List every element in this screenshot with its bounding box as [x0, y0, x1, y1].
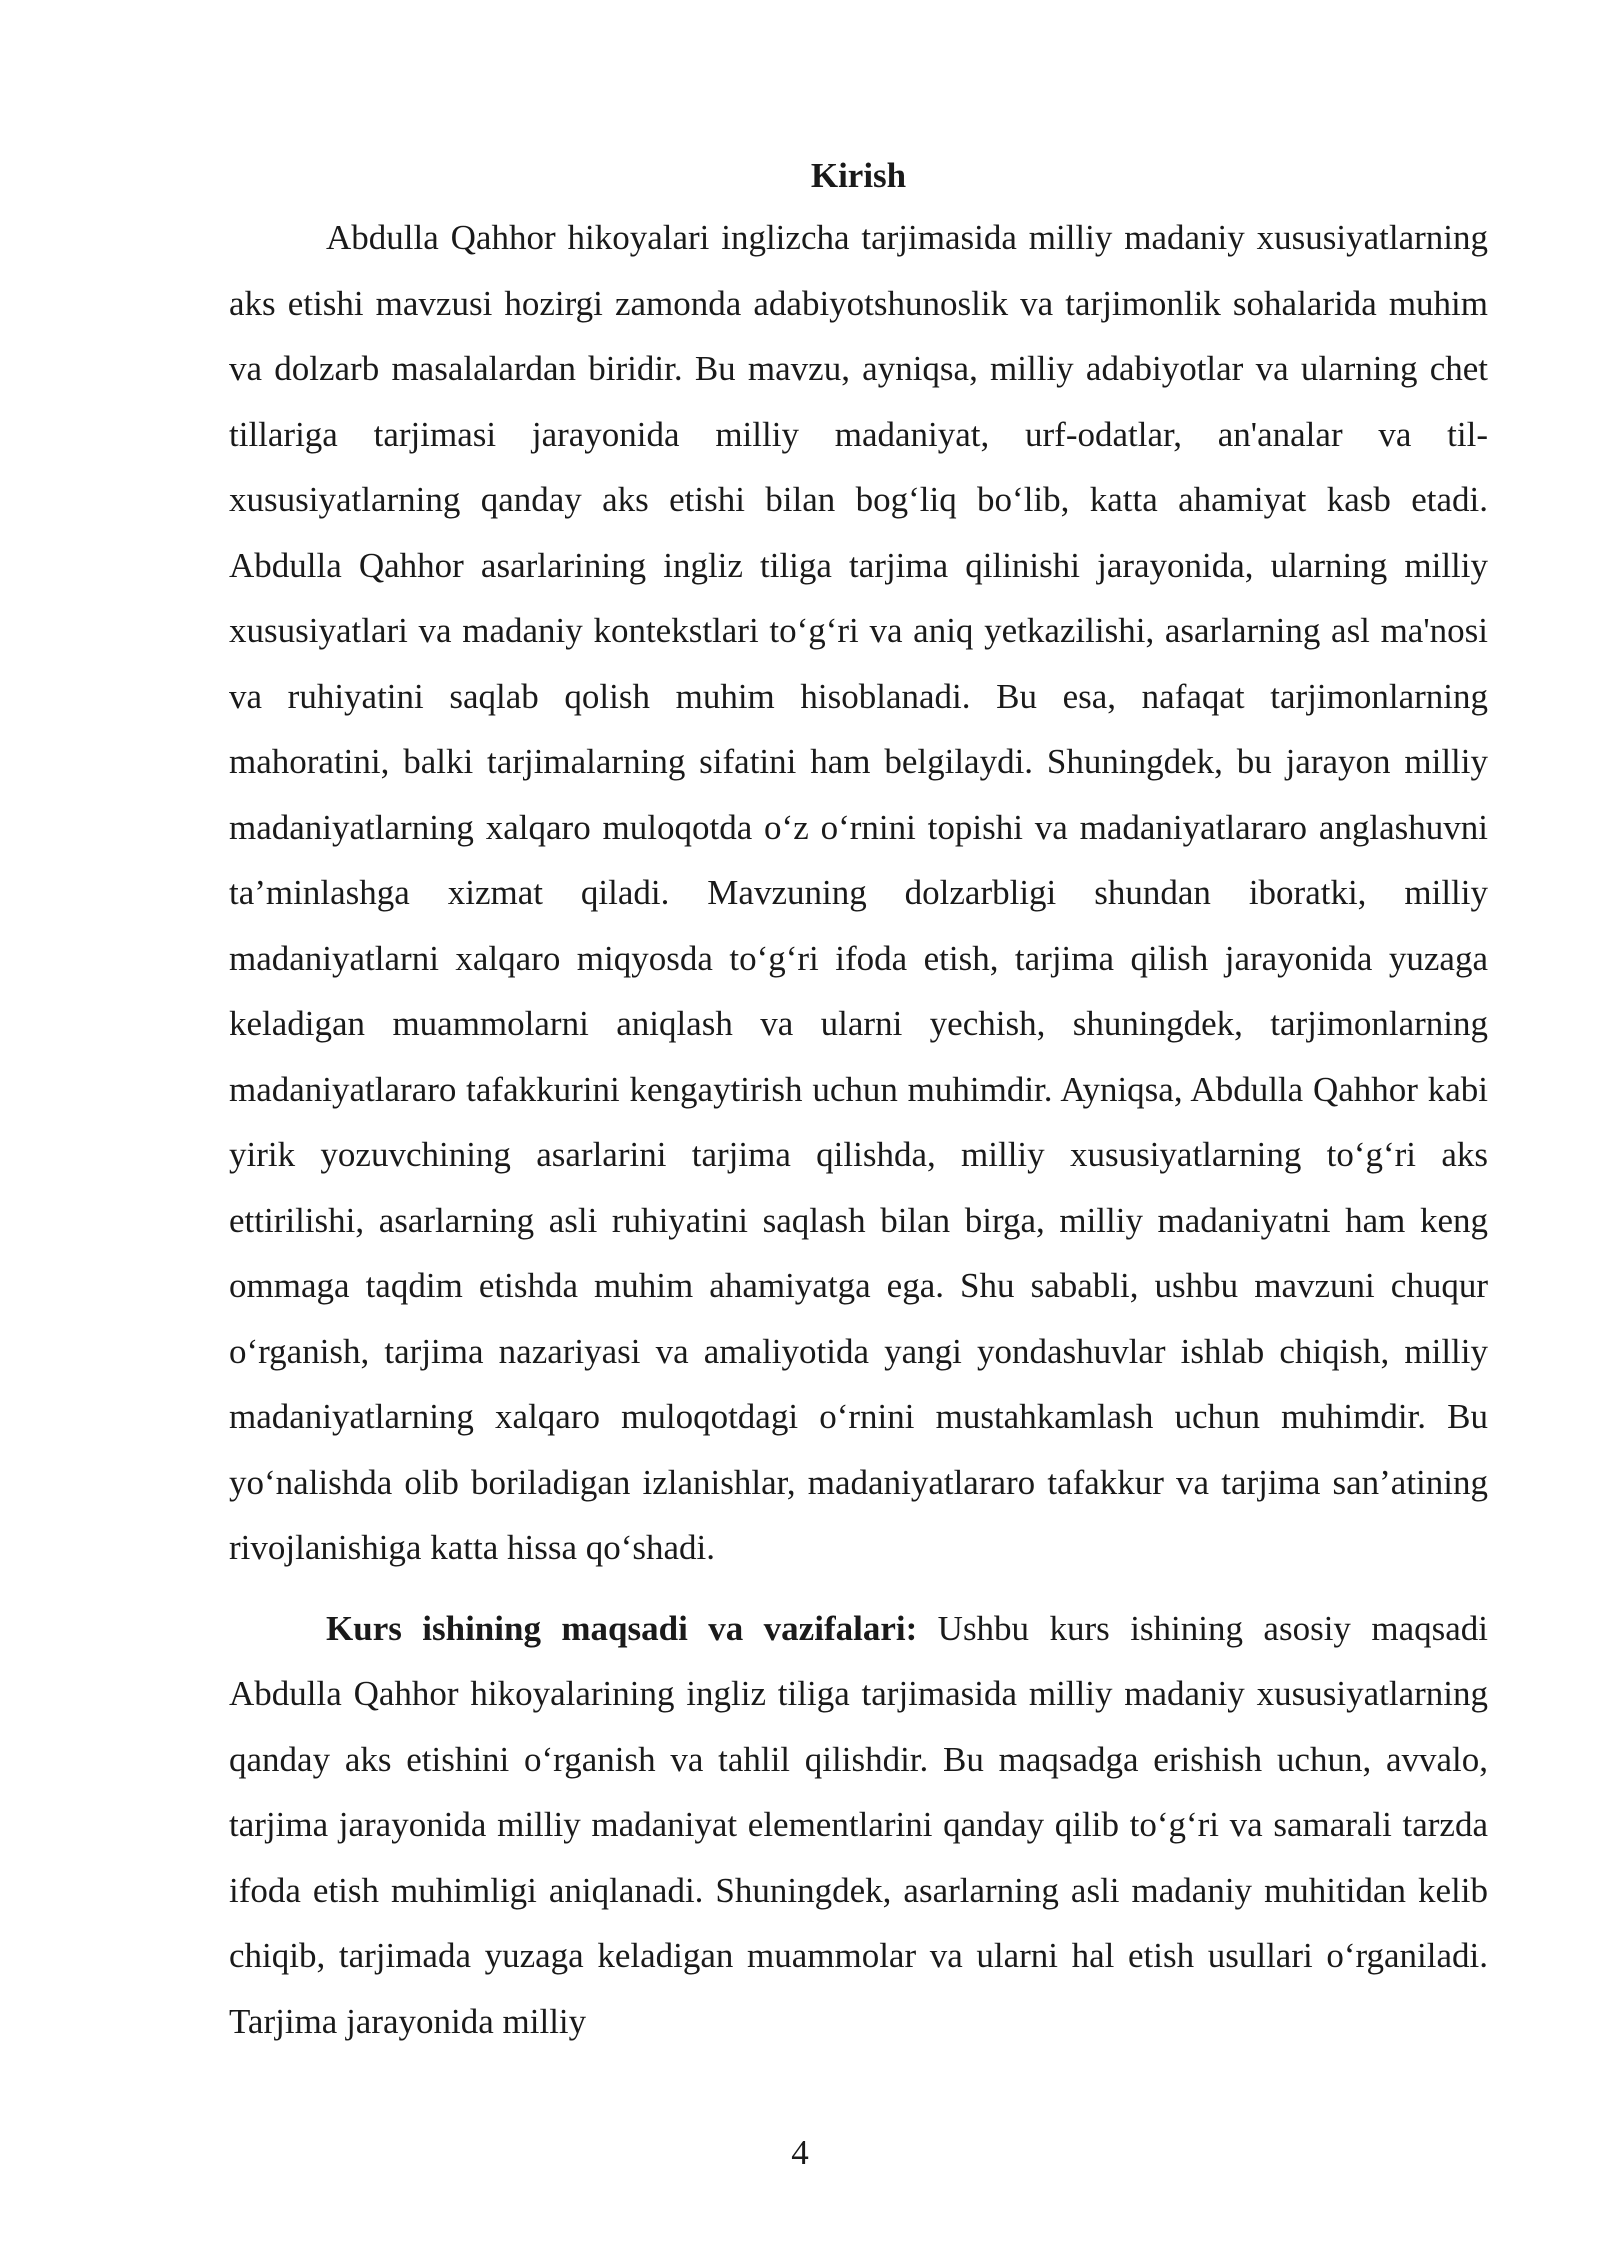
paragraph-text: Abdulla Qahhor hikoyalari inglizcha tarjimasida milliy madaniy xususiyatlarning aks etishi mavzusi hozirgi zamonda adabiyotshunoslik va tarjimonlik sohalarida muhim va dolzarb masalalardan biridir. Bu mavzu, ayniqsa, milliy adabiyotlar va ularning chet tillariga tarjimasi jarayonida milliy madaniyat, urf-odatlar, an'analar va til-xususiyatlarning qanday aks etishi bilan bog‘liq bo‘lib, katta ahamiyat kasb etadi. Abdulla Qahhor asarlarining ingliz tiliga tarjima qilinishi jarayonida, ularning milliy xususiyatlari va madaniy kontekstlari to‘g‘ri va aniq yetkazilishi, asarlarning asl ma'nosi va ruhiyatini saqlab qolish muhim hisoblanadi. Bu esa, nafaqat tarjimonlarning mahoratini, balki tarjimalarning sifatini ham belgilaydi. Shuningdek, bu jarayon milliy madaniyatlarning xalqaro muloqotda o‘z o‘rnini topishi va madaniyatlararo anglashuvni ta’minlashga xizmat qiladi. Mavzuning dolzarbligi shundan iboratki, milliy madaniyatlarni xalqaro miqyosda to‘g‘ri ifoda etish, tarjima qilish jarayonida yuzaga keladigan muammolarni aniqlash va ularni yechish, shuningdek, tarjimonlarning madaniyatlararo tafakkurini kengaytirish uchun muhimdir. Ayniqsa, Abdulla Qahhor kabi yirik yozuvchining asarlarini tarjima qilishda, milliy xususiyatlarning to‘g‘ri aks ettirilishi, asarlarning asli ruhiyatini saqlash bilan birga, milliy madaniyatni ham keng ommaga taqdim etishda muhim ahamiyatga ega. Shu sababli, ushbu mavzuni chuqur o‘rganish, tarjima nazariyasi va amaliyotida yangi yondashuvlar ishlab chiqish, milliy madaniyatlarning xalqaro muloqotdagi o‘rnini mustahkamlash uchun muhimdir. Bu yo‘nalishda olib boriladigan izlanishlar, madaniyatlararo tafakkur va tarjima san’atining rivojlanishiga katta hissa qo‘shadi. [229, 218, 1488, 1567]
paragraph-lead: Kurs ishining maqsadi va vazifalari: [326, 1608, 918, 1648]
intro-paragraph [229, 205, 1488, 1581]
page-number: 4 [791, 2133, 809, 2172]
goals-paragraph [229, 1596, 1488, 2055]
paragraph-text: Ushbu kurs ishining asosiy maqsadi Abdulla Qahhor hikoyalarining ingliz tiliga tarjimasida milliy madaniy xususiyatlarning qanday aks etishini o‘rganish va tahlil qilishdir. Bu maqsadga erishish uchun, avvalo, tarjima jarayonida milliy madaniyat elementlarini qanday qilib to‘g‘ri va samarali tarzda ifoda etish muhimligi aniqlanadi. Shuningdek, asarlarning asli madaniy muhitidan kelib chiqib, tarjimada yuzaga keladigan muammolar va ularni hal etish usullari o‘rganiladi. Tarjima jarayonida milliy [229, 1608, 1488, 2041]
section-heading: Kirish [810, 156, 907, 195]
page-body [229, 147, 1488, 2054]
